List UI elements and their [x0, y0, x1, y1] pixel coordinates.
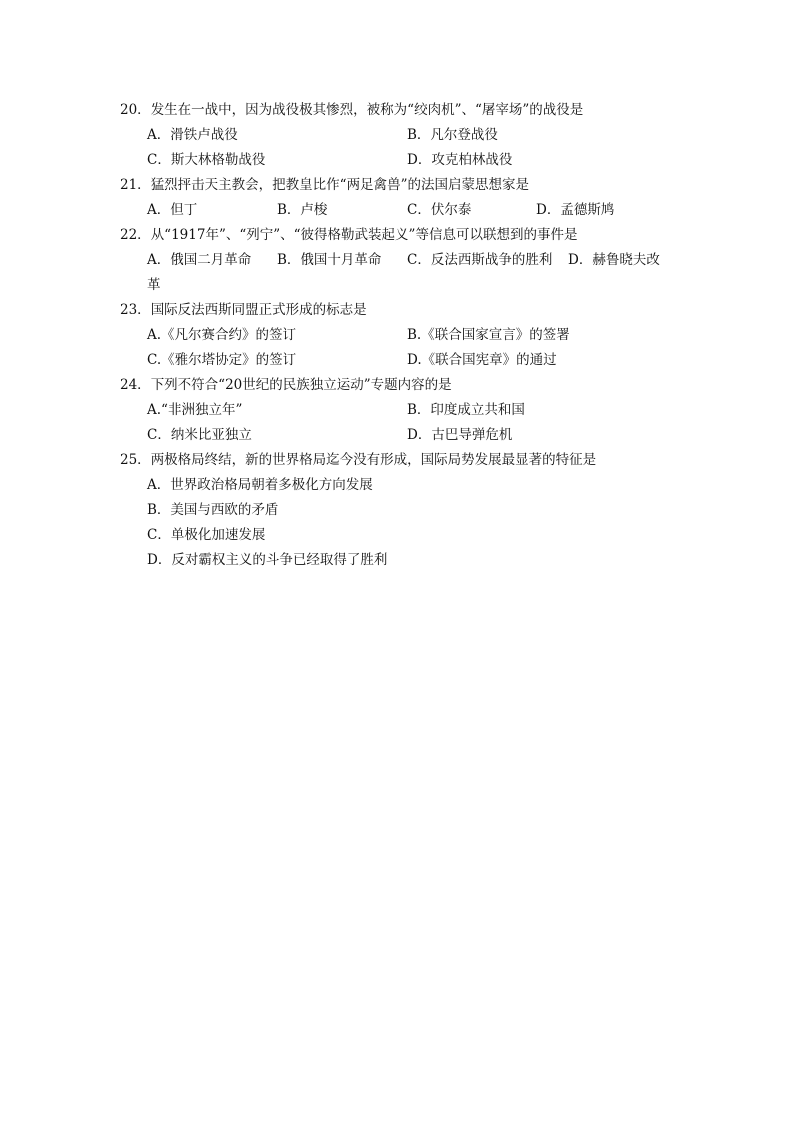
question-22-options-row	[120, 248, 680, 273]
option-d: D．古巴导弹危机	[407, 427, 513, 443]
question-list	[120, 98, 680, 573]
question-22-stem	[120, 223, 680, 248]
option-c: C．反法西斯战争的胜利	[407, 252, 553, 268]
question-number: 20．	[120, 102, 151, 118]
option-c: C．纳米比亚独立	[147, 427, 252, 443]
question-24-stem	[120, 373, 680, 398]
option-b: B．卢梭	[277, 202, 328, 218]
question-25-option-c-row	[120, 523, 680, 548]
question-number: 23．	[120, 302, 151, 318]
question-25-option-b-row	[120, 498, 680, 523]
option-d-wrap: 革	[147, 277, 161, 293]
option-d: D．孟德斯鸠	[536, 202, 615, 218]
question-21-stem	[120, 173, 680, 198]
question-20-options-row-1	[120, 123, 680, 148]
question-23-options-row-1	[120, 323, 680, 348]
question-number: 22．	[120, 227, 151, 243]
question-24-options-row-1	[120, 398, 680, 423]
question-21-options-row	[120, 198, 680, 223]
option-b: B．凡尔登战役	[407, 127, 498, 143]
question-24-options-row-2	[120, 423, 680, 448]
option-a: A．滑铁卢战役	[147, 127, 238, 143]
option-a: A.“非洲独立年”	[147, 402, 243, 418]
option-c: C．单极化加速发展	[147, 527, 266, 543]
question-text: 从“1917年”、“列宁”、“彼得格勒武装起义”等信息可以联想到的事件是	[150, 227, 578, 243]
question-23-stem	[120, 298, 680, 323]
question-25-stem	[120, 448, 680, 473]
option-a: A．世界政治格局朝着多极化方向发展	[147, 477, 373, 493]
option-b: B．印度成立共和国	[407, 402, 525, 418]
question-text: 下列不符合“20世纪的民族独立运动”专题内容的是	[150, 377, 452, 393]
option-b: B．美国与西欧的矛盾	[147, 502, 279, 518]
option-c: C.《雅尔塔协定》的签订	[147, 352, 297, 368]
option-c: C．伏尔泰	[407, 202, 472, 218]
option-d: D.《联合国宪章》的通过	[407, 352, 557, 368]
question-25-option-a-row	[120, 473, 680, 498]
question-25-option-d-row	[120, 548, 680, 573]
option-b: B．俄国十月革命	[277, 252, 382, 268]
question-23-options-row-2	[120, 348, 680, 373]
question-text: 国际反法西斯同盟正式形成的标志是	[150, 302, 367, 318]
question-text: 两极格局终结，新的世界格局迄今没有形成，国际局势发展最显著的特征是	[150, 452, 597, 468]
option-d: D．反对霸权主义的斗争已经取得了胜利	[147, 552, 388, 568]
option-d: D．攻克柏林战役	[407, 152, 513, 168]
question-22-option-d-continuation	[120, 273, 680, 298]
option-a: A.《凡尔赛合约》的签订	[147, 327, 297, 343]
option-a: A．俄国二月革命	[147, 252, 252, 268]
option-b: B.《联合国家宣言》的签署	[407, 327, 570, 343]
option-d: D．赫鲁晓夫改	[568, 252, 660, 268]
option-a: A．但丁	[147, 202, 198, 218]
question-20-options-row-2	[120, 148, 680, 173]
question-number: 21．	[120, 177, 151, 193]
question-number: 24．	[120, 377, 151, 393]
question-text: 发生在一战中，因为战役极其惨烈，被称为“绞肉机”、“屠宰场”的战役是	[150, 102, 584, 118]
option-c: C．斯大林格勒战役	[147, 152, 266, 168]
question-text: 猛烈抨击天主教会，把教皇比作“两足禽兽”的法国启蒙思想家是	[150, 177, 529, 193]
question-number: 25．	[120, 452, 151, 468]
question-20-stem	[120, 98, 680, 123]
